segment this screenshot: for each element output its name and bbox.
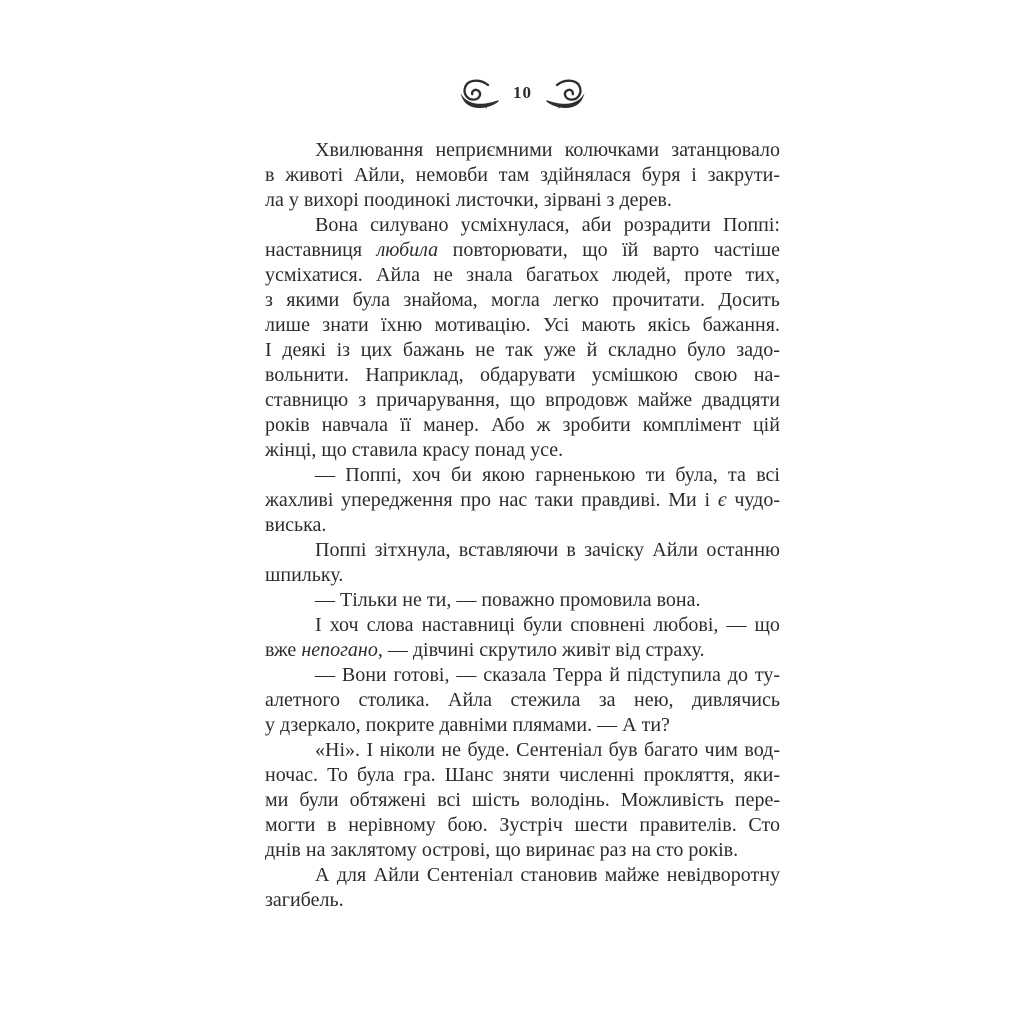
paragraph <box>265 463 780 538</box>
word: майже <box>637 389 693 411</box>
word: їхню <box>381 314 423 336</box>
word: усмішкою <box>591 364 678 386</box>
word: було <box>687 339 726 361</box>
word: обтяжені <box>349 789 427 811</box>
page-header <box>265 74 780 114</box>
word: тих, <box>745 264 780 286</box>
word: Можливість <box>620 789 724 811</box>
word: нерівному <box>348 814 436 836</box>
word: якою <box>482 464 525 486</box>
word: в <box>566 539 576 561</box>
text-line <box>265 663 780 688</box>
word: усміхнулася, <box>460 214 570 236</box>
word: ми <box>265 789 289 811</box>
word: численні <box>558 764 635 786</box>
word: володінь. <box>530 789 610 811</box>
word: не <box>475 339 495 361</box>
word: не <box>433 264 453 286</box>
word: цих <box>360 339 393 361</box>
word: причарування, <box>376 389 500 411</box>
text-line <box>265 163 780 188</box>
word: таки <box>535 489 574 511</box>
text-line <box>265 738 780 763</box>
word: хоч <box>329 614 359 636</box>
word: цій <box>752 414 780 436</box>
text-line <box>265 238 780 263</box>
word: То <box>327 764 348 786</box>
swirl-flourish-left-icon <box>458 79 500 109</box>
word: що <box>509 389 536 411</box>
word: з <box>265 289 273 311</box>
word: Поппі: <box>723 214 780 236</box>
word: нею, <box>634 689 674 711</box>
word: правдиві. <box>581 489 661 511</box>
word: в <box>265 164 275 186</box>
word: стежила <box>510 689 581 711</box>
word: готові, <box>393 664 450 686</box>
word: сказала <box>483 664 547 686</box>
text-line <box>265 463 780 488</box>
page-number: 10 <box>513 83 532 102</box>
word: наставниця <box>265 239 363 261</box>
word: та <box>728 464 746 486</box>
word: так <box>505 339 534 361</box>
word: затанцювало <box>671 139 780 161</box>
word: могти <box>265 814 316 836</box>
word: зачіску <box>584 539 645 561</box>
text-line <box>265 838 780 863</box>
word: невідворотну <box>666 864 780 886</box>
paragraph <box>265 863 780 913</box>
word: знати <box>322 314 369 336</box>
text-segment: — Тільки не ти, — поважно промовила вона. <box>315 589 701 611</box>
word: гра. <box>403 764 436 786</box>
word: животі <box>285 164 344 186</box>
word: до <box>727 664 748 686</box>
word: бою. <box>447 814 488 836</box>
word: їй <box>622 239 639 261</box>
word: Вона <box>315 214 358 236</box>
word: й <box>586 339 598 361</box>
word: Шанс <box>444 764 494 786</box>
word: гарненькою <box>535 464 636 486</box>
word: Айла <box>448 689 493 711</box>
word: Або <box>491 414 525 436</box>
paragraph <box>265 613 780 663</box>
word: бажань <box>402 339 465 361</box>
word: — <box>315 464 335 486</box>
word: багато <box>643 739 699 761</box>
word: навчала <box>321 414 388 436</box>
word: слова <box>366 614 414 636</box>
paragraph <box>265 663 780 738</box>
word: мотивацію. <box>434 314 531 336</box>
word: там <box>498 164 530 186</box>
paragraph <box>265 588 780 613</box>
word: здійнялася <box>540 164 631 186</box>
word: усміхатися. <box>265 264 363 286</box>
word: сповнені <box>570 614 646 636</box>
word: буде. <box>467 739 510 761</box>
word: «Ні». <box>315 739 360 761</box>
word: впродовж <box>545 389 628 411</box>
word: обдарувати <box>479 364 576 386</box>
word: ти <box>645 464 666 486</box>
word: неприємними <box>435 139 553 161</box>
text-segment: шпильку. <box>265 564 344 586</box>
text-segment: вже <box>265 639 302 661</box>
word: комплімент <box>642 414 741 436</box>
word: шість <box>472 789 520 811</box>
word: Сентеніал <box>516 739 603 761</box>
word: упередження <box>341 489 453 511</box>
word: Айли <box>373 864 420 886</box>
word: Поппі, <box>345 464 402 486</box>
text-line <box>265 888 780 913</box>
swirl-flourish-right-icon <box>545 79 587 109</box>
word: підступила <box>626 664 721 686</box>
text-line <box>265 363 780 388</box>
text-line <box>265 213 780 238</box>
word: жахливі <box>265 489 334 511</box>
text-segment: днів на заклятому острові, що виринає раз на сто років. <box>265 839 739 861</box>
word: становив <box>520 864 598 886</box>
word: Зустріч <box>499 814 563 836</box>
word: і <box>691 164 697 186</box>
word: задо- <box>736 339 780 361</box>
word: всі <box>437 789 461 811</box>
word: частіше <box>713 239 780 261</box>
word: аби <box>581 214 612 236</box>
paragraph <box>265 738 780 863</box>
word: вод- <box>744 739 780 761</box>
word: Вони <box>341 664 387 686</box>
text-segment: жінці, що ставила красу понад усе. <box>265 439 564 461</box>
word: немовби <box>415 164 488 186</box>
word: А <box>315 864 330 886</box>
word: на- <box>753 364 780 386</box>
word: людей, <box>612 264 671 286</box>
word: лише <box>265 314 310 336</box>
word: була, <box>675 464 718 486</box>
word: пере- <box>734 789 780 811</box>
word: в <box>327 814 337 836</box>
word: уже <box>543 339 576 361</box>
word: для <box>336 864 367 886</box>
word: Сентеніал <box>426 864 513 886</box>
word: І <box>315 614 322 636</box>
word: знайома, <box>403 289 478 311</box>
word: із <box>336 339 351 361</box>
word: би <box>450 464 472 486</box>
word: Усі <box>542 314 570 336</box>
word: колючками <box>564 139 660 161</box>
text-line <box>265 413 780 438</box>
word: Айли, <box>353 164 405 186</box>
word: майже <box>604 864 660 886</box>
word: є <box>717 489 727 511</box>
word: могла <box>491 289 540 311</box>
word: яки- <box>743 764 780 786</box>
word: правителів. <box>639 814 737 836</box>
word: був <box>608 739 638 761</box>
text-line <box>265 688 780 713</box>
word: якими <box>286 289 340 311</box>
text-line <box>265 713 780 738</box>
text-segment: ла у вихорі поодинокі листочки, зірвані з дерев. <box>265 189 672 211</box>
word: хоч <box>411 464 441 486</box>
word: про <box>460 489 492 511</box>
word: — <box>456 664 477 686</box>
text-line <box>265 788 780 813</box>
word: з <box>358 389 367 411</box>
text-segment: , — дівчині скрутило живіт від страху. <box>377 639 705 661</box>
text-segment: виська. <box>265 514 327 536</box>
word: Ми <box>668 489 697 511</box>
word: її <box>399 414 412 436</box>
word: були <box>523 614 563 636</box>
word: була <box>357 764 395 786</box>
word: алетного <box>265 689 341 711</box>
text-line <box>265 138 780 163</box>
word: — <box>315 664 335 686</box>
text-line <box>265 538 780 563</box>
word: років <box>265 414 310 436</box>
word: бажання. <box>702 314 780 336</box>
word: чудо- <box>734 489 780 511</box>
word: що <box>582 239 608 261</box>
word: вольнити. <box>265 364 349 386</box>
word: зробити <box>562 414 631 436</box>
word: останню <box>706 539 780 561</box>
word: що <box>754 614 780 636</box>
text-line <box>265 513 780 538</box>
word: складно <box>608 339 677 361</box>
word: свою <box>694 364 738 386</box>
word: була <box>352 289 391 311</box>
word: ніколи <box>379 739 435 761</box>
word: Сто <box>748 814 780 836</box>
word: Хвилювання <box>315 139 424 161</box>
text-line <box>265 588 780 613</box>
word: столика. <box>358 689 430 711</box>
word: багатьох <box>525 264 599 286</box>
word: закрути- <box>707 164 780 186</box>
word: І <box>366 739 374 761</box>
paragraph <box>265 213 780 463</box>
word: проте <box>684 264 733 286</box>
word: повторювати, <box>452 239 568 261</box>
word: дивлячись <box>691 689 780 711</box>
text-line <box>265 438 780 463</box>
word: не <box>441 739 462 761</box>
text-line <box>265 563 780 588</box>
word: Наприклад, <box>365 364 464 386</box>
paragraph <box>265 138 780 213</box>
word: і <box>704 489 711 511</box>
word: нас <box>498 489 528 511</box>
text-line <box>265 763 780 788</box>
word: за <box>598 689 616 711</box>
word: ж <box>536 414 551 436</box>
word: любила <box>376 239 439 261</box>
word: ставницю <box>265 389 349 411</box>
word: двадцяти <box>702 389 780 411</box>
word: зітхнула, <box>374 539 451 561</box>
word: наставниці <box>421 614 515 636</box>
word: Айли <box>652 539 699 561</box>
word: деякі <box>282 339 326 361</box>
word: якісь <box>647 314 691 336</box>
word: манер. <box>423 414 480 436</box>
text-block <box>265 138 780 913</box>
text-line <box>265 338 780 363</box>
word: Поппі <box>315 539 367 561</box>
word: розрадити <box>623 214 711 236</box>
text-line <box>265 388 780 413</box>
text-line <box>265 638 780 663</box>
word: буря <box>641 164 681 186</box>
text-line <box>265 188 780 213</box>
text-segment: непогано <box>301 639 378 661</box>
word: любові, <box>653 614 719 636</box>
word: були <box>299 789 339 811</box>
paragraph <box>265 538 780 588</box>
word: й <box>609 664 620 686</box>
text-line <box>265 488 780 513</box>
word: прокляття, <box>643 764 735 786</box>
word: Терра <box>553 664 603 686</box>
text-line <box>265 613 780 638</box>
text-line <box>265 863 780 888</box>
word: силувано <box>370 214 449 236</box>
word: мають <box>581 314 636 336</box>
word: чим <box>704 739 738 761</box>
text-segment: у дзеркало, покрите давніми плямами. — А ти? <box>265 714 670 736</box>
text-line <box>265 313 780 338</box>
text-line <box>265 288 780 313</box>
word: знала <box>466 264 513 286</box>
word: ту- <box>754 664 780 686</box>
word: вставляючи <box>458 539 559 561</box>
word: Айла <box>376 264 421 286</box>
word: І <box>265 339 272 361</box>
word: ночас. <box>265 764 318 786</box>
text-segment: загибель. <box>265 889 344 911</box>
word: легко <box>553 289 599 311</box>
text-line <box>265 813 780 838</box>
word: Досить <box>718 289 780 311</box>
word: всі <box>756 464 780 486</box>
word: зняти <box>502 764 550 786</box>
word: — <box>726 614 747 636</box>
word: варто <box>652 239 700 261</box>
word: шести <box>574 814 628 836</box>
word: прочитати. <box>612 289 705 311</box>
text-line <box>265 263 780 288</box>
